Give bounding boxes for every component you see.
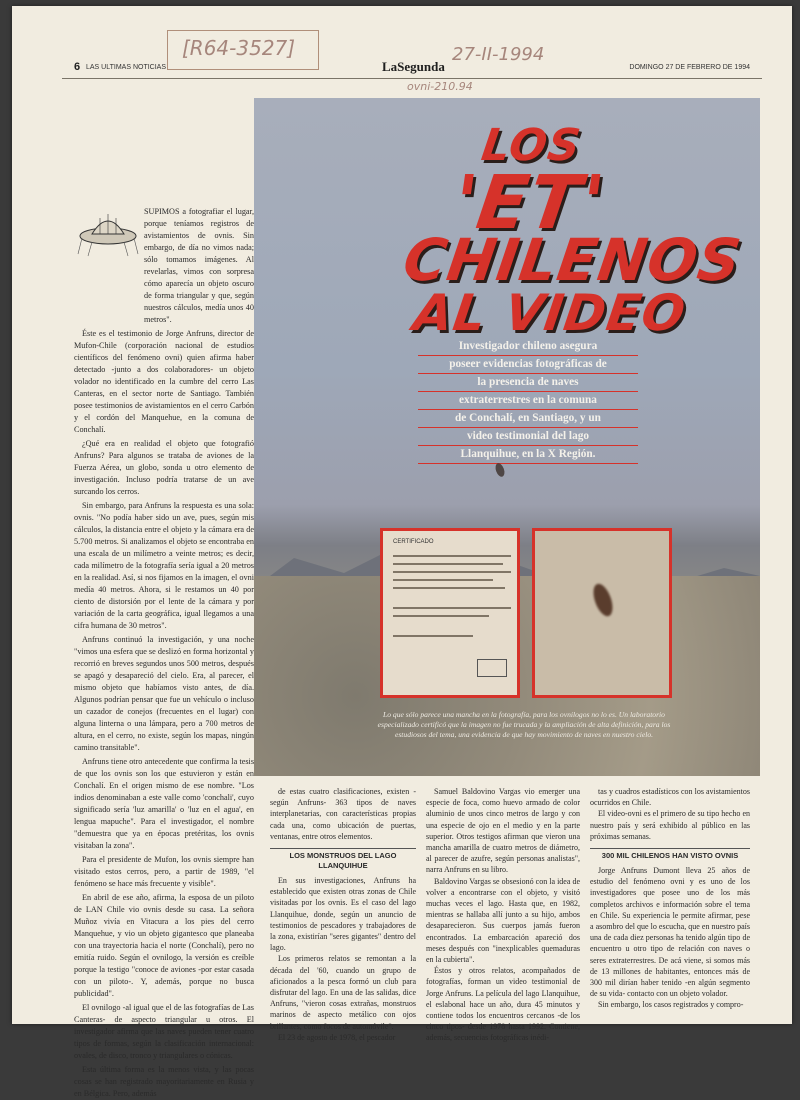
section-name: LAS ULTIMAS NOTICIAS: [86, 64, 166, 71]
article-paragraph: Jorge Anfruns Dumont lleva 25 años de estudio del fenómeno ovni y es uno de los investigadores que posee uno de los más completos archivos e información sobre el tema en Chile. Su experiencia le permite afirmar, pese a asombro del que lo escucha, que en nuestro país una de cada diez personas ha tenido algún tipo de encuentro u otro tipo de relación con naves o seres extraterrestres. De acá viene, si somos más de 13 millones de habitantes, entonces más de 300 mil dirían haber tenido -en algún segmento de su vida- contacto con un objeto volador.: [590, 866, 750, 999]
article-paragraph: Éstos y otros relatos, acompañados de fotografías, forman un video testimonial de Jorge Anfruns. La película del lago Llanquihue, el eslabonal hace un año, dura 45 minutos y contiene todos los encuentros cercanos -de los cinco tipos- desde 1978 hasta 1992. Contiene, además, secuencias fotográficas inédi-: [426, 966, 580, 1043]
issue-date: DOMINGO 27 DE FEBRERO DE 1994: [629, 64, 750, 71]
lead-photograph: [254, 98, 760, 776]
article-paragraph: El video-ovni es el primero de su tipo hecho en nuestro país y será exhibido al público en las próximas semanas.: [590, 809, 750, 841]
sky-object-speck: [494, 462, 506, 478]
bottom-column-3: [590, 786, 750, 1011]
section-title-300-mil: 300 MIL CHILENOS HAN VISTO OVNIS: [590, 848, 750, 861]
article-paragraph: Los primeros relatos se remontan a la década del '60, cuando un grupo de aficionados a la pesca formó un club para disfrutar del lago. En una de las salidas, dice Anfruns, "vieron cosas extrañas, monstruos marinos de aspecto metálico con ojos brillantes, como focos de automóvile".: [270, 954, 416, 1031]
article-paragraph: En sus investigaciones, Anfruns ha establecido que existen otras zonas de Chile visitadas por los ovnis. Es el caso del lago Llanquihue, donde, según un anuncio de testimonios de pescadores y trabajadores de la zona, existirían "seres gigantes" dentro del lago.: [270, 876, 416, 953]
article-paragraph: Anfruns tiene otro antecedente que confirma la tesis de que los ovnis son los que estuvieron y están en Conchalí. En el origen mismo de ese nombre. "Los indios denominaban a este valle como 'conchali', cuyo significado sería 'luz amarilla' o 'luz en el agua', en lengua mapuche". Para el investigador, el nombre "demuestra que ya en épocas pretéritas, los ovnis visitaban la zona".: [74, 757, 254, 850]
photo-caption: Lo que sólo parece una mancha en la fotografía, para los ovnilogos no lo es. Un laboratorio especializado certificó que la imagen no fue trucada y la ampliación de alta definición, para los estudiosos del tema, una evidencia de que hay movimiento de naves en nuestro cielo.: [377, 710, 671, 739]
masthead-logo: LaSegunda: [382, 59, 445, 74]
article-paragraph: Sin embargo, los casos registrados y compro-: [598, 1000, 744, 1010]
certificate-document-image: [380, 528, 520, 698]
lead-paragraph: SUPIMOS a fotografiar el lugar, porque teníamos registros de avistamientos de ovnis. Sin embargo, de día no vimos nada; sólo tomamos imágenes. Al revelarlas, vimos con sorpresa cómo aparecía un objeto oscuro de forma triangular y que, según nuestros cálculos, medía unos 40 metros".: [144, 207, 254, 324]
headline-subtitle: [418, 338, 638, 464]
article-paragraph: Sin embargo, para Anfruns la respuesta es una sola: ovnis. "No podía haber sido un ave, pues, según mis cálculos, la distancia entre el objeto y la cámara era de 5.700 metros. Si analizamos el objeto se encontraba en una escala de un milímetro a veinte metros; es decir, cada milímetro de la fotografía sería igual a 20 metros en la realidad. Así, si nos fijamos en la imagen, el ovni medía 40 metros. Ahora, si le restamos un 40 por ciento de distorsión por el lente de la cámara y por variación de la carta geográfica, igual llegamos a una cifra humana de 30 metros".: [74, 501, 254, 630]
article-paragraph: Éste es el testimonio de Jorge Anfruns, director de Mufon-Chile (corporación nacional de estudios científicos del fenómeno ovni) quien afirma haber detectado -junto a dos colaboradores- un objeto volador no identificado en la cumbre del cerro Las Canteras, en el sector norte de Santiago. También posee testimonios de avistamientos en el cerro Carbón y el cordón del Manquehue, en la comuna de Conchalí.: [74, 329, 254, 434]
article-paragraph: El 23 de agosto de 1978, el pescador: [278, 1032, 396, 1042]
subtitle-line: la presencia de naves: [418, 374, 638, 392]
certificate-heading: CERTIFICADO: [393, 539, 434, 545]
article-paragraph: de estas cuatro clasificaciones, existen -según Anfruns- 363 tipos de naves interplanetarias, con características propias cada una, como ubicación de puertas, ventanas, entre otros elementos.: [270, 787, 416, 841]
article-paragraph: ¿Qué era en realidad el objeto que fotografió Anfruns? Para algunos se trataba de aviones de la Fuerza Aérea, un globo, sonda u otro elemento de investigación. Incluso podría tratarse de un ave surcando los cerros.: [74, 439, 254, 496]
subtitle-line: de Conchalí, en Santiago, y un: [418, 410, 638, 428]
archive-ref-stamp: [R64-3527]: [182, 36, 296, 60]
ufo-blob: [590, 581, 617, 618]
handwritten-code: ovni-210.94: [407, 80, 473, 93]
article-paragraph: Anfruns continuó la investigación, y una noche "vimos una esfera que se deslizó en forma horizontal y recorrió en breves segundos unos 500 metros, después se apagó y desapareció del cielo. Era, al parecer, el mismo objeto que habíamos visto antes, de día. Algunos podrían pensar que fue un vehículo o incluso un cazador de conejos (frecuentes en el lugar) con alguna linterna o una lámpara, pero a 700 metros de altura, en el cerro, no existe, según los mapas, ningún camino transitable".: [74, 635, 254, 752]
article-paragraph: Para el presidente de Mufon, los ovnis siempre han visitado estos cerros, pero, a partir de 1989, "el fenómeno se hace más frecuente y visible".: [74, 855, 254, 888]
article-paragraph: El ovnilogo -al igual que el de las fotografías de Las Canteras- de aspecto triangular u otros. El investigador afirma que las naves pueden tener cuatro tipos de formas, según la clasificación internacional: ovales, de disco, tronco y triangulares o cónicas.: [74, 1003, 254, 1060]
page-header: [62, 59, 762, 79]
bottom-column-1: [270, 786, 416, 1042]
article-paragraph: Samuel Baldovino Vargas vio emerger una especie de foca, como huevo armado de color aluminio de unos cinco metros de largo y con una especie de ojo en el medio y en la parte superior. Otros testigos afirman que vieron una mancha amarilla de cuatro metros de diámetro, al parecer de azufre, según personas analistas", narra Anfruns en su libro.: [426, 787, 580, 875]
section-title-lago: LOS MONSTRUOS DEL LAGO LLANQUIHUE: [270, 848, 416, 871]
headline-line-4: AL VIDEO: [409, 284, 690, 342]
article-paragraph: Baldovino Vargas se obsesionó con la idea de volver a encontrarse con el objeto, y visitó muchas veces el lago. Hasta que, en 1982, mientras se hallaba allí junto a su hijo, ambos desaparecieron. Sus cuerpos jamás fueron encontrados. La embarcación apareció dos meses después con "inexplicables quemaduras en la cubierta".: [426, 876, 580, 965]
subtitle-line: video testimonial del lago: [418, 428, 638, 446]
article-paragraph: tas y cuadros estadísticos con los avistamientos ocurridos en Chile.: [590, 787, 750, 808]
enlarged-ufo-photo: [532, 528, 672, 698]
bottom-column-2: [426, 786, 580, 1043]
subtitle-line: Llanquihue, en la X Región.: [418, 446, 638, 464]
article-paragraph: En abril de ese año, afirma, la esposa de un piloto de LAN Chile vio ovnis desde su casa. La señora Muñoz vivía en Vitacura a los pies del cerro Manquehue, y vio un objeto gigantesco que planeaba con una trayectoria hacia el norte (Conchalí), pero no emitía ruido. Según el ovnilogo, la versión es creíble porque la testigo "conoce de aviones -por estar casada con un piloto-. Y, además, porque no busca publicidad".: [74, 893, 254, 998]
headline-line-1: LOS: [478, 120, 585, 171]
subtitle-line: Investigador chileno asegura: [418, 338, 638, 356]
headline-line-3: CHILENOS: [399, 226, 746, 294]
signature-stamp: [477, 659, 507, 677]
subtitle-line: poseer evidencias fotográficas de: [418, 356, 638, 374]
article-paragraph: Esta última forma es la menos vista, y las pocas cosas se han registrado mayoritariamente en Rusia y en Bélgica. Pero, además: [74, 1065, 254, 1098]
page-number: 6: [74, 61, 81, 73]
subtitle-line: extraterrestres en la comuna: [418, 392, 638, 410]
newspaper-page: [12, 6, 792, 1098]
left-article-column: [74, 206, 254, 1098]
headline-line-2: 'ET': [447, 160, 611, 246]
handwritten-date: 27-II-1994: [452, 44, 545, 65]
